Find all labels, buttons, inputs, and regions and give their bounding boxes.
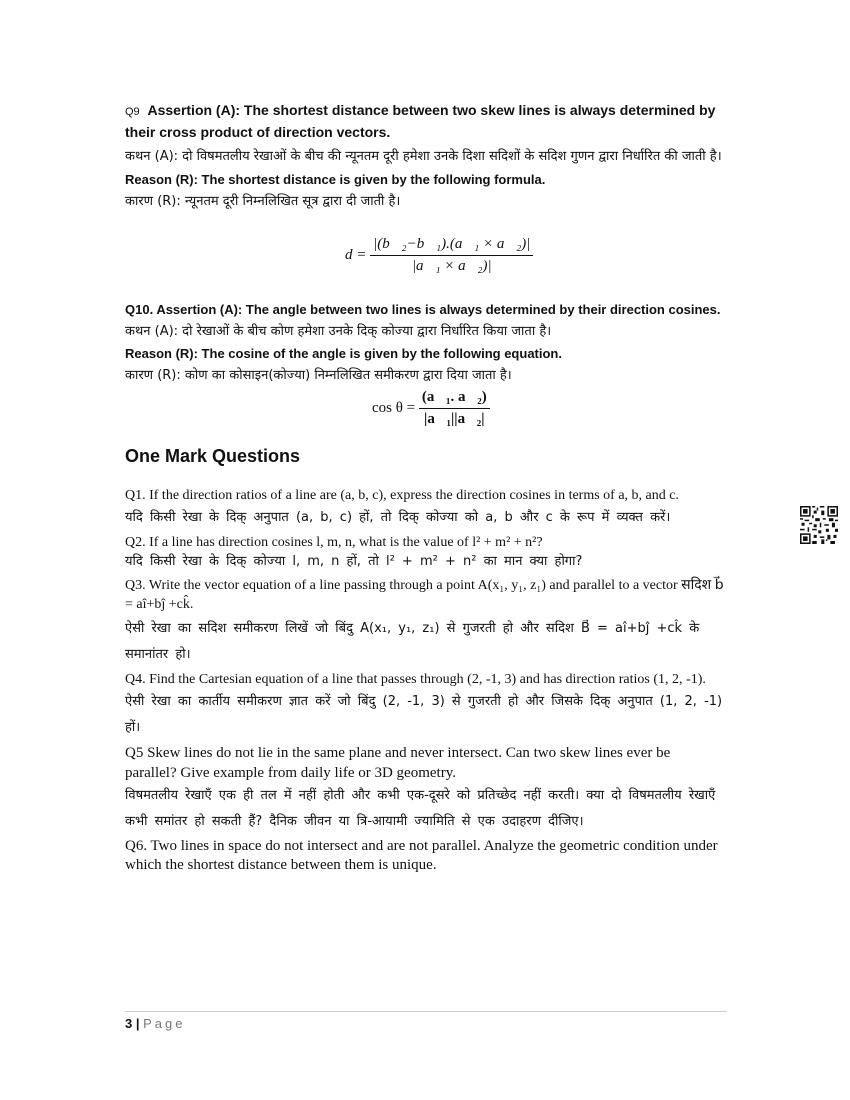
q9-formula-denominator: |a⃗₁ × a⃗₂)|	[411, 258, 492, 274]
question-hi: ऐसी रेखा का सदिश समीकरण लिखें जो बिंदु A(x₁, y₁, z₁) से गुजरती हो और सदिश B⃗ = aî+bĵ +ck̂ के समानांतर हो।	[125, 621, 700, 662]
q9-assertion-hi: कथन (A): दो विषमतलीय रेखाओं के बीच की न्यूनतम दूरी हमेशा उनके दिशा सदिशों के सदिश गुणन द्वारा निर्धारित की जाती है।	[125, 149, 722, 164]
q10-formula-denominator: |a⃗₁||a⃗₂|	[424, 411, 485, 427]
page-number: 3	[125, 1016, 133, 1031]
q10-formula-numerator: (a⃗₁. a⃗₂)	[419, 389, 490, 409]
page-label: Page	[143, 1016, 186, 1031]
q9-formula: d = $\frac{\text{|(b⃗₂−b⃗₁).(a⃗₁ × a⃗₂)|}}{\text{|a⃗₁ × a⃗₂)|}}$	[345, 236, 533, 275]
qr-code-icon	[800, 506, 838, 544]
question-item	[125, 486, 725, 531]
question-en: Q4. Find the Cartesian equation of a line that passes through (2, -1, 3) and has direction ratios (1, 2, -1).	[125, 672, 706, 687]
q10-assertion-hi: कथन (A): दो रेखाओं के बीच कोण हमेशा उनके दिक् कोज्या द्वारा निर्धारित किया जाता है।	[125, 324, 552, 339]
question-en: Q1. If the direction ratios of a line are (a, b, c), express the direction cosines in terms of a, b, and c.	[125, 488, 679, 503]
one-mark-questions	[125, 486, 725, 875]
question-hi: विषमतलीय रेखाएँ एक ही तल में नहीं होती और कभी एक-दूसरे को प्रतिच्छेद नहीं करती। क्या दो विषमतलीय रेखाएँ कभी समांतर हो सकती हैं? दैनिक जीवन या त्रि-आयामी ज्यामिति से एक उदाहरण दीजिए।	[125, 788, 716, 829]
q10-reason-hi: कारण (R): कोण का कोसाइन(कोज्या) निम्नलिखित समीकरण द्वारा दिया जाता है।	[125, 368, 512, 383]
question-en: Q2. If a line has direction cosines l, m, n, what is the value of l² + m² + n²?	[125, 535, 543, 550]
question-hi: यदि किसी रेखा के दिक् कोज्या l, m, n हों, तो l² + m² + n² का मान क्या होगा?	[125, 554, 583, 569]
question-en: Q5 Skew lines do not lie in the same plane and never intersect. Can two skew lines ever be parallel? Give example from daily life or 3D geometry.	[125, 745, 671, 781]
question-item	[125, 670, 725, 741]
question-hi: ऐसी रेखा का कार्तीय समीकरण ज्ञात करें जो बिंदु (2, -1, 3) से गुजरती हो और जिसके दिक् अनुपात (1, 2, -1) हों।	[125, 694, 723, 735]
q10-block	[125, 300, 725, 388]
q10-reason-en: Reason (R): The cosine of the angle is given by the following equation.	[125, 346, 562, 361]
footer-divider	[125, 1011, 727, 1012]
q10-formula: cos θ = $\frac{\text{(a⃗₁. a⃗₂)}}{\text{|a⃗₁||a⃗₂|}}$	[372, 389, 490, 428]
question-hi: यदि किसी रेखा के दिक् अनुपात (a, b, c) हों, तो दिक् कोज्या को a, b और c के रूप में व्यक्त करें।	[125, 510, 671, 525]
q9-formula-numerator: |(b⃗₂−b⃗₁).(a⃗₁ × a⃗₂)|	[370, 236, 533, 256]
q10-assertion-en: Q10. Assertion (A): The angle between two lines is always determined by their direction cosines.	[125, 302, 721, 317]
question-item	[125, 533, 725, 572]
question-en: Q6. Two lines in space do not intersect and are not parallel. Analyze the geometric condition under which the shortest distance between them is unique.	[125, 838, 718, 873]
question-en: Q3. Write the vector equation of a line passing through a point A(x₁, y₁, z₁) and parallel to a vector सदिश b⃗ = aî+bĵ +ck̂.	[125, 578, 724, 612]
q9-reason-en: Reason (R): The shortest distance is given by the following formula.	[125, 172, 546, 187]
question-item	[125, 837, 725, 875]
q9-assertion-en: Q9 Assertion (A): The shortest distance between two skew lines is always determined by their cross product of direction vectors.	[125, 102, 716, 140]
question-item	[125, 743, 725, 835]
question-item	[125, 576, 725, 668]
q9-block	[125, 100, 725, 214]
page-footer: 3 | Page	[125, 1016, 186, 1031]
q9-reason-hi: कारण (R): न्यूनतम दूरी निम्नलिखित सूत्र द्वारा दी जाती है।	[125, 194, 401, 209]
section-title: One Mark Questions	[125, 446, 301, 466]
